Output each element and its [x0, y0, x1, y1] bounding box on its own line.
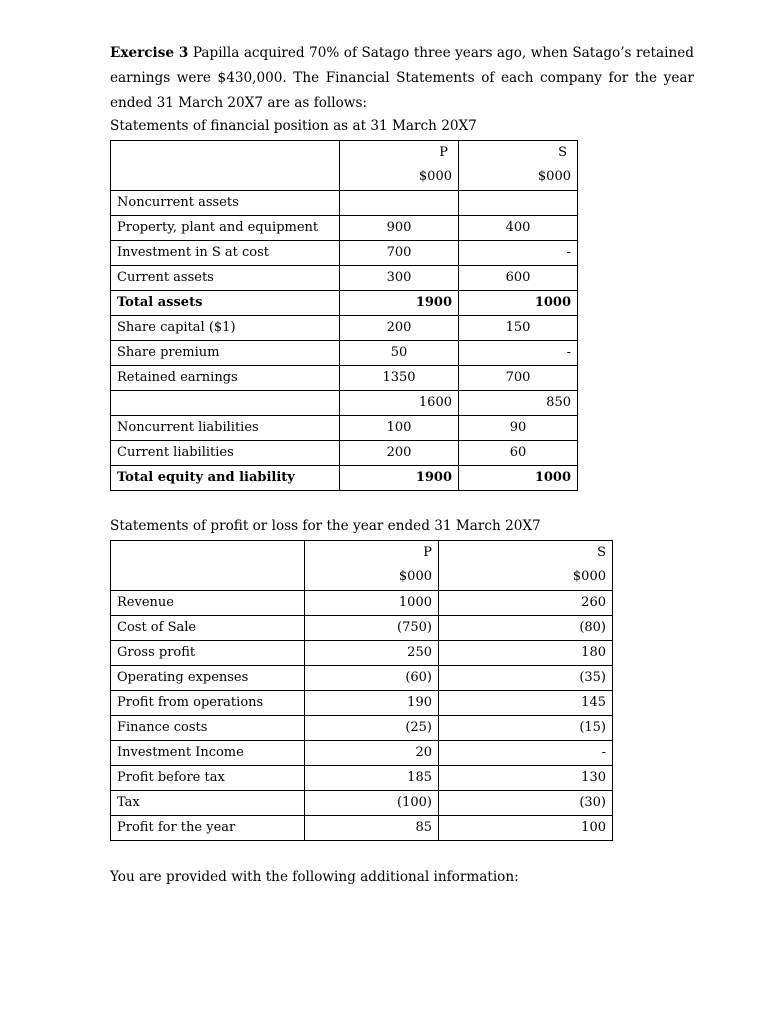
header-s: S: [558, 145, 567, 160]
table-row: [111, 391, 578, 416]
row-s-value: -: [439, 741, 613, 766]
table-row: [111, 691, 613, 716]
profit-loss-table: [110, 540, 613, 841]
row-s-value: -: [459, 341, 578, 366]
row-label: Total assets: [111, 291, 340, 316]
row-p-value: (750): [305, 616, 439, 641]
row-label: Total equity and liability: [111, 466, 340, 491]
total-row: [111, 466, 578, 491]
row-s-value: -: [459, 241, 578, 266]
row-label: Profit before tax: [111, 766, 305, 791]
row-p-value: 1900: [340, 291, 459, 316]
row-p-value: 1600: [340, 391, 459, 416]
sfp-caption: Statements of financial position as at 31 March 20X7: [110, 118, 477, 134]
row-p-value: (60): [305, 666, 439, 691]
table-row: [111, 191, 578, 216]
row-label: Investment in S at cost: [111, 241, 340, 266]
row-s-value: 600: [459, 266, 578, 291]
row-label: Current assets: [111, 266, 340, 291]
header-p-unit: $000: [418, 169, 452, 184]
header-s-cell: [459, 141, 578, 191]
header-s-unit: $000: [572, 569, 606, 584]
row-p-value: 50: [340, 341, 459, 366]
header-p-cell: [305, 541, 439, 591]
header-p-unit: $000: [398, 569, 432, 584]
header-blank-cell: [111, 541, 305, 591]
header-p: P: [423, 545, 432, 560]
row-p-value: 185: [305, 766, 439, 791]
row-p-value: 20: [305, 741, 439, 766]
table-row: [111, 241, 578, 266]
row-p-value: 300: [340, 266, 459, 291]
row-p-value: (25): [305, 716, 439, 741]
table-row: [111, 266, 578, 291]
row-label: Gross profit: [111, 641, 305, 666]
row-s-value: 100: [439, 816, 613, 841]
table-row: [111, 316, 578, 341]
row-s-value: (80): [439, 616, 613, 641]
row-label: [111, 391, 340, 416]
row-p-value: 190: [305, 691, 439, 716]
table-row: [111, 716, 613, 741]
header-s-unit: $000: [537, 169, 571, 184]
row-s-value: (15): [439, 716, 613, 741]
row-label: Retained earnings: [111, 366, 340, 391]
row-p-value: 900: [340, 216, 459, 241]
header-blank-cell: [111, 141, 340, 191]
row-s-value: 180: [439, 641, 613, 666]
table-row: [111, 741, 613, 766]
row-p-value: 1900: [340, 466, 459, 491]
row-s-value: [459, 191, 578, 216]
header-s: S: [597, 545, 606, 560]
row-label: Revenue: [111, 591, 305, 616]
additional-info-text: You are provided with the following additional information:: [110, 869, 519, 885]
table-header-row: [111, 541, 613, 591]
row-p-value: 1000: [305, 591, 439, 616]
table-row: [111, 366, 578, 391]
header-p-cell: [340, 141, 459, 191]
table-row: [111, 216, 578, 241]
row-s-value: 700: [459, 366, 578, 391]
row-label: Finance costs: [111, 716, 305, 741]
row-p-value: [340, 191, 459, 216]
row-label: Noncurrent assets: [111, 191, 340, 216]
row-s-value: 130: [439, 766, 613, 791]
header-p: P: [439, 145, 448, 160]
row-p-value: 700: [340, 241, 459, 266]
row-p-value: 100: [340, 416, 459, 441]
row-s-value: 400: [459, 216, 578, 241]
row-p-value: (100): [305, 791, 439, 816]
exercise-intro: [110, 41, 694, 116]
row-label: Profit from operations: [111, 691, 305, 716]
row-s-value: 90: [459, 416, 578, 441]
row-label: Property, plant and equipment: [111, 216, 340, 241]
financial-position-table: [110, 140, 578, 491]
table-row: [111, 666, 613, 691]
table-row: [111, 591, 613, 616]
table-row: [111, 641, 613, 666]
row-label: Tax: [111, 791, 305, 816]
table-row: [111, 766, 613, 791]
row-p-value: 200: [340, 316, 459, 341]
row-s-value: 145: [439, 691, 613, 716]
row-s-value: 260: [439, 591, 613, 616]
row-label: Investment Income: [111, 741, 305, 766]
table-row: [111, 616, 613, 641]
total-row: [111, 291, 578, 316]
header-s-cell: [439, 541, 613, 591]
row-label: Operating expenses: [111, 666, 305, 691]
row-label: Noncurrent liabilities: [111, 416, 340, 441]
row-label: Share premium: [111, 341, 340, 366]
row-s-value: 1000: [459, 291, 578, 316]
row-label: Current liabilities: [111, 441, 340, 466]
row-s-value: 60: [459, 441, 578, 466]
row-p-value: 250: [305, 641, 439, 666]
row-s-value: (30): [439, 791, 613, 816]
pl-caption: Statements of profit or loss for the year ended 31 March 20X7: [110, 518, 541, 534]
row-label: Share capital ($1): [111, 316, 340, 341]
row-s-value: 1000: [459, 466, 578, 491]
row-p-value: 200: [340, 441, 459, 466]
row-s-value: 850: [459, 391, 578, 416]
table-header-row: [111, 141, 578, 191]
table-row: [111, 791, 613, 816]
table-row: [111, 341, 578, 366]
row-s-value: 150: [459, 316, 578, 341]
row-label: Cost of Sale: [111, 616, 305, 641]
row-p-value: 85: [305, 816, 439, 841]
row-s-value: (35): [439, 666, 613, 691]
table-row: [111, 441, 578, 466]
exercise-text: Papilla acquired 70% of Satago three years ago, when Satago’s retained earnings were $430,000. The Financial Statements of each company for the year ended 31 March 20X7 are as follows:: [110, 45, 694, 111]
row-p-value: 1350: [340, 366, 459, 391]
table-row: [111, 416, 578, 441]
exercise-label: Exercise 3: [110, 45, 189, 61]
table-row: [111, 816, 613, 841]
row-label: Profit for the year: [111, 816, 305, 841]
